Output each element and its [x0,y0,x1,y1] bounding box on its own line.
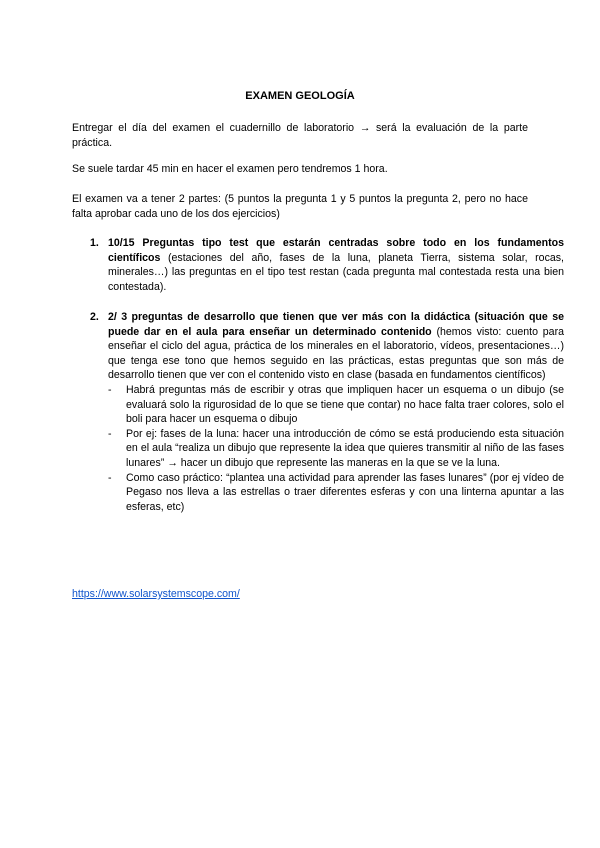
list-item-text: (hemos visto: cuento para enseñar el ciclo del agua, práctica de los minerales en el laboratorio, vídeos, presentaciones…) que tenga ese tono que hemos seguido en las prácticas, estas preguntas que son más de desarrollo tienen que ver con el contenido visto en clase (basada en fundamentos científicos) [108,325,564,382]
sub-list-item-text: Como caso práctico: “plantea una actividad para aprender las fases lunares” (por ej vídeo de Pegaso nos lleva a las estrellas o traer diferentes esferas y con una linterna apuntar a las esferas, etc) [126,471,564,513]
sub-list-item [108,471,564,515]
solarsystemscope-link[interactable]: https://www.solarsystemscope.com/ [72,588,240,600]
paragraph-partes: El examen va a tener 2 partes: (5 puntos la pregunta 1 y 5 puntos la pregunta 2, pero no hace falta aprobar cada uno de los dos ejercicios) [72,193,528,220]
paragraph-entrega: Entregar el día del examen el cuadernillo de laboratorio → será la evaluación de la parte práctica. [72,122,528,149]
list-item-text: (estaciones del año, fases de la luna, planeta Tierra, sistema solar, rocas, minerales…) las preguntas en el tipo test restan (cada pregunta mal contestada resta una bien contestada). [108,251,564,293]
dash-bullet: - [108,383,112,396]
list-number: 1. [90,237,99,249]
sub-list-item-text: Habrá preguntas más de escribir y otras que impliquen hacer un esquema o un dibujo (se evaluará solo la rigurosidad de lo que se tiene que contar) no hace falta traer colores, solo el boli para hacer un esquema o dibujo [126,383,564,426]
sub-list-item-text: Por ej: fases de la luna: hacer una introducción de cómo se está produciendo esta situación en el aula “realiza un dibujo que represente la idea que quieres transmitir al niño de las fases lunares” → hacer un dibujo que represente las maneras en la que se ve la luna. [126,427,564,469]
list-item [72,310,564,514]
dash-bullet: - [108,471,112,484]
list-item-heading: 2/ 3 preguntas de desarrollo que tienen que ver más con la didáctica (situación que se puede dar en el aula para enseñar un determinado contenido [108,311,564,338]
list-item [72,236,564,294]
list-number: 2. [90,311,99,323]
sub-list [108,383,564,514]
dash-bullet: - [108,427,112,440]
paragraph-duracion: Se suele tardar 45 min en hacer el examen pero tendremos 1 hora. [72,163,388,175]
sub-list-item [108,427,564,471]
document-title: EXAMEN GEOLOGÍA [245,90,355,102]
list-item-heading: 10/15 Preguntas tipo test que estarán centradas sobre todo en los fundamentos científicos [108,237,564,264]
sub-list-item [108,383,564,427]
